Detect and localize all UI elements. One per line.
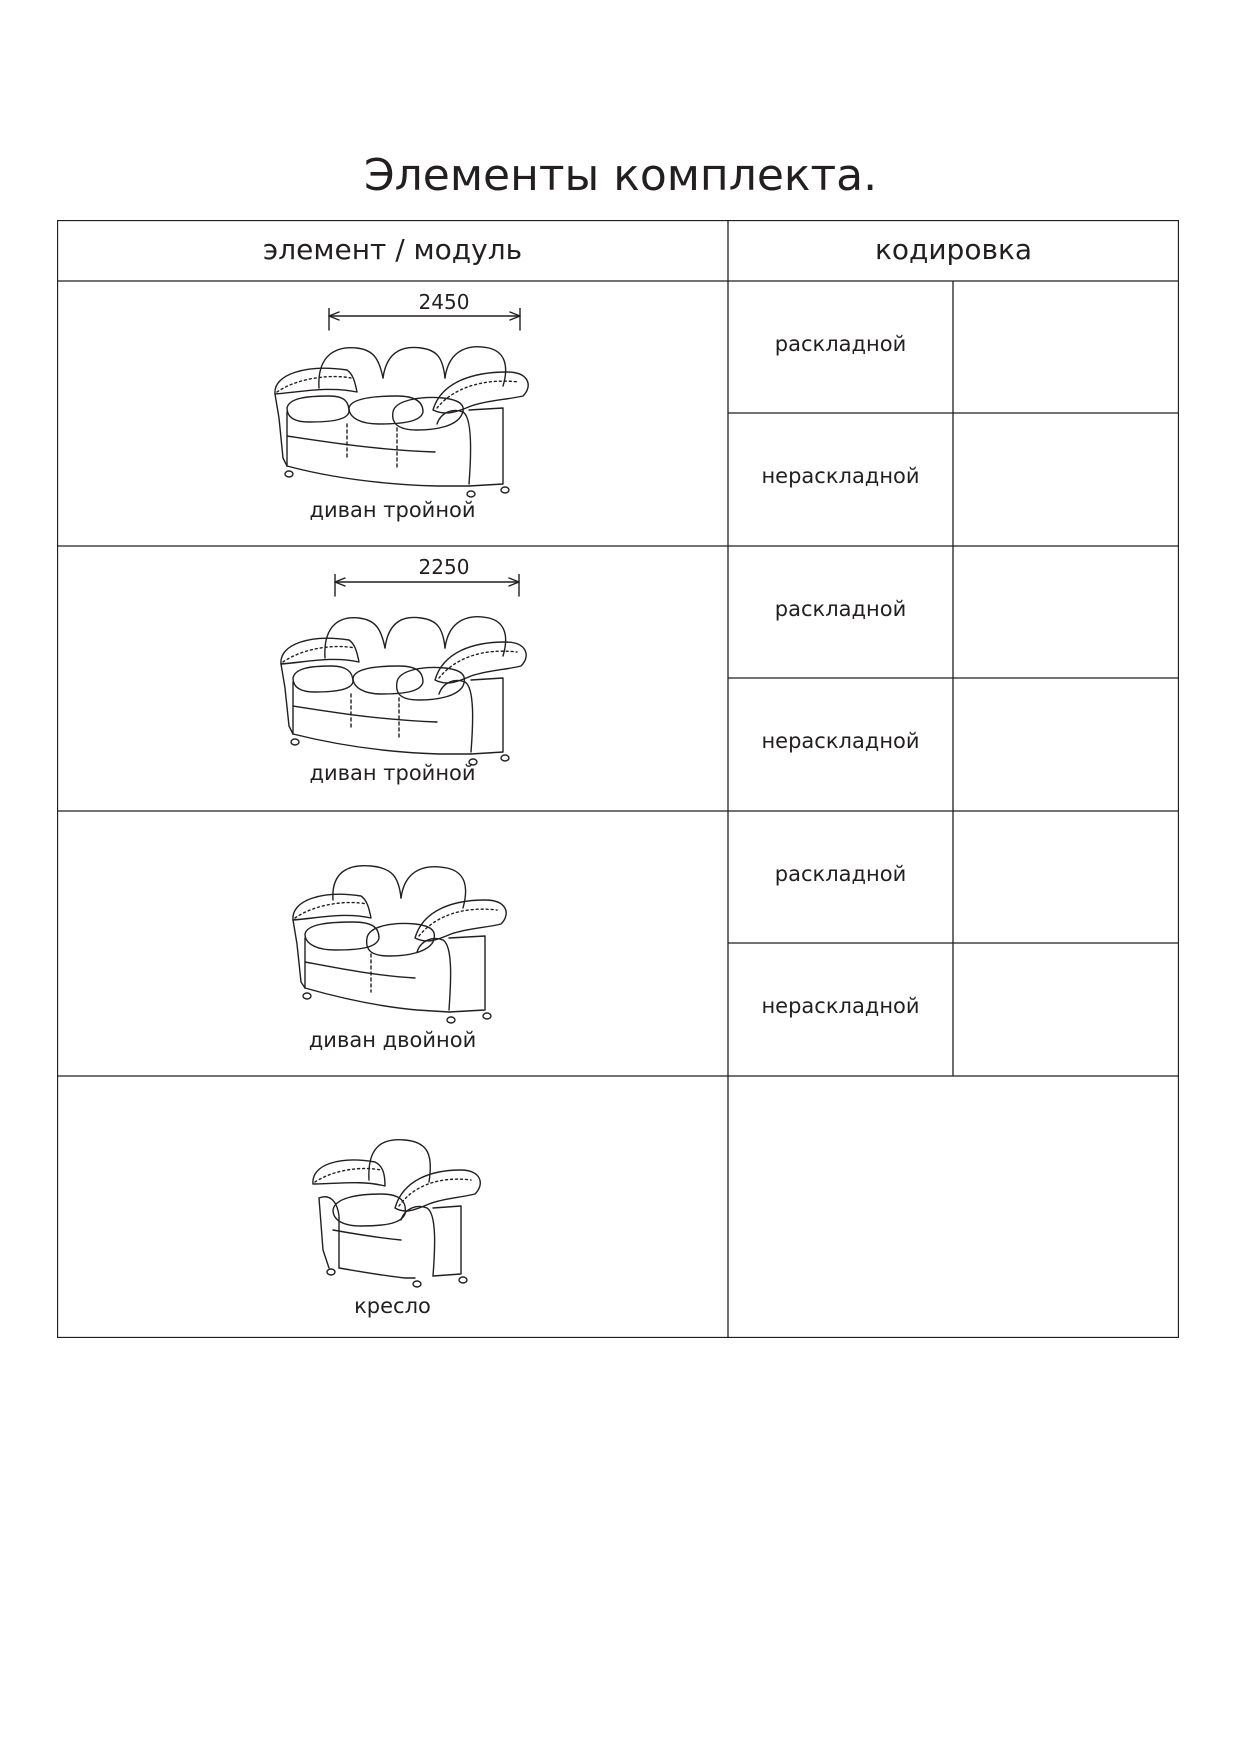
- two-seat-sofa-icon: [281, 850, 521, 1030]
- module-caption: диван тройной: [309, 498, 476, 522]
- three-seat-sofa-icon: [257, 308, 537, 508]
- kit-elements-table: [57, 220, 1179, 1338]
- option-non-foldable: нераскладной: [761, 994, 920, 1018]
- code-cell[interactable]: [953, 811, 1179, 943]
- code-cell[interactable]: [953, 943, 1179, 1076]
- header-coding: кодировка: [874, 233, 1033, 266]
- armchair-icon: [305, 1120, 495, 1300]
- page-title: Элементы комплекта.: [363, 150, 878, 201]
- option-foldable: раскладной: [774, 597, 907, 621]
- option-foldable: раскладной: [774, 862, 907, 886]
- header-element-module: элемент / модуль: [262, 233, 523, 266]
- dimension-label: 2450: [418, 290, 470, 314]
- module-caption: кресло: [354, 1294, 431, 1318]
- code-cell[interactable]: [953, 413, 1179, 546]
- option-foldable: раскладной: [774, 332, 907, 356]
- code-cell[interactable]: [953, 546, 1179, 678]
- option-non-foldable: нераскладной: [761, 729, 920, 753]
- code-cell[interactable]: [953, 281, 1179, 413]
- module-caption: диван тройной: [309, 761, 476, 785]
- dimension-label: 2250: [418, 555, 470, 579]
- code-cell[interactable]: [953, 678, 1179, 811]
- option-non-foldable: нераскладной: [761, 464, 920, 488]
- three-seat-sofa-icon: [269, 574, 539, 774]
- code-cell[interactable]: [728, 1076, 1179, 1338]
- module-caption: диван двойной: [308, 1028, 477, 1052]
